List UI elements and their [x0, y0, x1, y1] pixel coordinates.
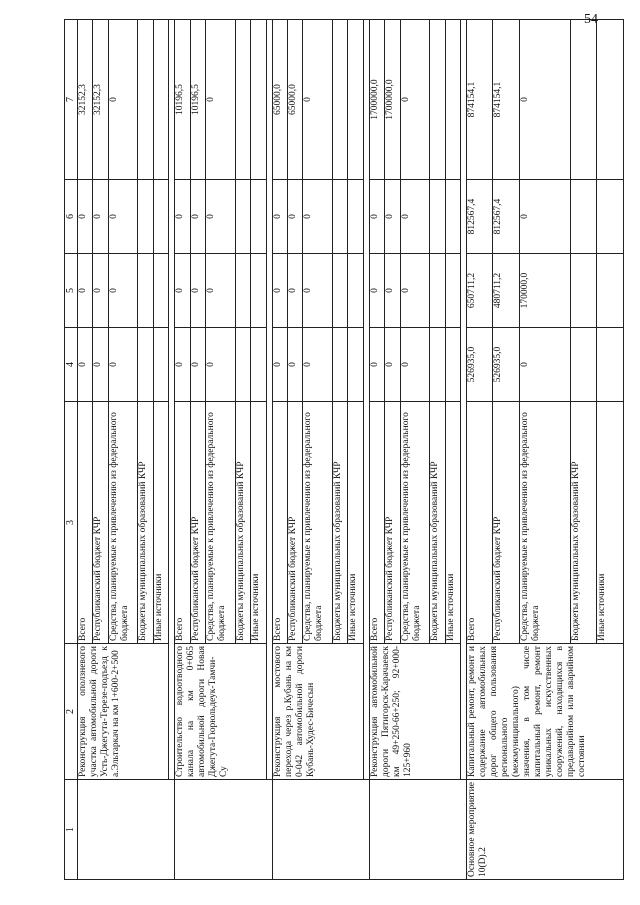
value-cell: 0: [303, 20, 333, 180]
value-cell: 0: [400, 20, 430, 180]
value-cell: [153, 328, 168, 402]
value-cell: [570, 180, 596, 254]
value-cell: 0: [303, 254, 333, 328]
value-cell: 874154,1: [493, 20, 519, 180]
value-cell: [445, 254, 460, 328]
funding-source: Бюджеты муниципальных образований КЧР: [332, 402, 347, 644]
funding-source: Республиканский бюджет КЧР: [93, 402, 108, 644]
funding-source: Республиканский бюджет КЧР: [493, 402, 519, 644]
funding-source: Республиканский бюджет КЧР: [190, 402, 205, 644]
value-cell: [251, 328, 266, 402]
budget-table: [64, 19, 624, 880]
value-cell: [235, 180, 250, 254]
value-cell: 0: [206, 254, 236, 328]
value-cell: [430, 254, 445, 328]
funding-source: Иные источники: [153, 402, 168, 644]
value-cell: 0: [93, 254, 108, 328]
funding-source: Республиканский бюджет КЧР: [385, 402, 400, 644]
column-header: 4: [65, 328, 78, 402]
value-cell: 0: [78, 328, 93, 402]
value-cell: 10196,5: [190, 20, 205, 180]
funding-source: Иные источники: [597, 402, 624, 644]
funding-source: Бюджеты муниципальных образований КЧР: [235, 402, 250, 644]
table-row: [175, 20, 190, 880]
value-cell: 32152,3: [78, 20, 93, 180]
column-header: 2: [65, 644, 78, 780]
value-cell: 0: [108, 20, 138, 180]
value-cell: 0: [400, 328, 430, 402]
value-cell: 0: [272, 180, 287, 254]
activity-cell: Основное мероприятие 10(D).2: [467, 780, 624, 880]
value-cell: 0: [303, 328, 333, 402]
value-cell: 1700000,0: [385, 20, 400, 180]
budget-table-rotated: [64, 20, 624, 880]
value-cell: [348, 254, 363, 328]
funding-source: Средства, планируемые к привлечению из федерального бюджета: [108, 402, 138, 644]
value-cell: 0: [206, 20, 236, 180]
value-cell: 65000,0: [272, 20, 287, 180]
value-cell: 0: [93, 180, 108, 254]
value-cell: 0: [519, 328, 570, 402]
value-cell: 0: [206, 180, 236, 254]
value-cell: [153, 254, 168, 328]
column-header: 1: [65, 780, 78, 880]
value-cell: [597, 180, 624, 254]
value-cell: 0: [78, 180, 93, 254]
activity-cell: [272, 780, 369, 880]
funding-source: Всего: [369, 402, 384, 644]
funding-source: Республиканский бюджет КЧР: [287, 402, 302, 644]
value-cell: 812567,4: [467, 180, 493, 254]
funding-source: Иные источники: [251, 402, 266, 644]
funding-source: Средства, планируемые к привлечению из федерального бюджета: [519, 402, 570, 644]
column-header: 6: [65, 180, 78, 254]
funding-source: Средства, планируемые к привлечению из федерального бюджета: [206, 402, 236, 644]
value-cell: 0: [206, 328, 236, 402]
value-cell: [138, 328, 153, 402]
value-cell: [332, 20, 347, 180]
value-cell: 0: [385, 328, 400, 402]
funding-source: Всего: [467, 402, 493, 644]
value-cell: 0: [519, 20, 570, 180]
value-cell: [332, 180, 347, 254]
funding-source: Иные источники: [348, 402, 363, 644]
table-row: [78, 20, 93, 880]
funding-source: Бюджеты муниципальных образований КЧР: [430, 402, 445, 644]
value-cell: 0: [175, 180, 190, 254]
value-cell: [445, 328, 460, 402]
value-cell: 0: [287, 180, 302, 254]
value-cell: 812567,4: [493, 180, 519, 254]
funding-source: Бюджеты муниципальных образований КЧР: [138, 402, 153, 644]
value-cell: 480711,2: [493, 254, 519, 328]
value-cell: [445, 180, 460, 254]
value-cell: [153, 180, 168, 254]
value-cell: [570, 328, 596, 402]
value-cell: [235, 328, 250, 402]
value-cell: 1700000,0: [369, 20, 384, 180]
table-row: [467, 20, 493, 880]
value-cell: 0: [369, 328, 384, 402]
value-cell: [138, 254, 153, 328]
value-cell: 0: [175, 328, 190, 402]
value-cell: 0: [400, 180, 430, 254]
value-cell: [251, 20, 266, 180]
column-header: 7: [65, 20, 78, 180]
page-number: 54: [584, 12, 598, 27]
value-cell: 0: [93, 328, 108, 402]
value-cell: [348, 20, 363, 180]
value-cell: [138, 180, 153, 254]
funding-source: Всего: [78, 402, 93, 644]
value-cell: [251, 254, 266, 328]
value-cell: [138, 20, 153, 180]
value-cell: [430, 180, 445, 254]
value-cell: 526935,0: [467, 328, 493, 402]
activity-cell: [175, 780, 272, 880]
project-name: Капитальный ремонт, ремонт и содержание автомобильных дорог общего пользования регионального (межмуниципального) значения, в том числе капитальный ремонт, ремонт уникальных искусственных сооружений, находящихся в предаварийном или аварийном состоянии: [467, 644, 624, 780]
funding-source: Всего: [272, 402, 287, 644]
value-cell: 0: [369, 254, 384, 328]
value-cell: [332, 254, 347, 328]
value-cell: 0: [190, 254, 205, 328]
value-cell: [251, 180, 266, 254]
value-cell: 32152,3: [93, 20, 108, 180]
value-cell: 0: [108, 328, 138, 402]
value-cell: 0: [272, 328, 287, 402]
funding-source: Средства, планируемые к привлечению из федерального бюджета: [400, 402, 430, 644]
value-cell: [332, 328, 347, 402]
table-row: [272, 20, 287, 880]
value-cell: 0: [190, 328, 205, 402]
value-cell: [348, 328, 363, 402]
value-cell: [445, 20, 460, 180]
funding-source: Всего: [175, 402, 190, 644]
value-cell: [570, 254, 596, 328]
header-row: [65, 20, 78, 880]
column-header: 3: [65, 402, 78, 644]
value-cell: [235, 254, 250, 328]
table-row: [369, 20, 384, 880]
project-name: Реконструкция автомобильной дороги Пятигорск-Карачаевск км 49+250-66+250; 92+000-125+960: [369, 644, 460, 780]
value-cell: 0: [287, 328, 302, 402]
value-cell: [430, 20, 445, 180]
value-cell: [348, 180, 363, 254]
value-cell: 0: [519, 180, 570, 254]
value-cell: 0: [369, 180, 384, 254]
value-cell: [153, 20, 168, 180]
value-cell: [597, 254, 624, 328]
value-cell: 65000,0: [287, 20, 302, 180]
value-cell: 0: [78, 254, 93, 328]
activity-cell: [78, 780, 175, 880]
value-cell: 0: [108, 254, 138, 328]
value-cell: [235, 20, 250, 180]
value-cell: 526935,0: [493, 328, 519, 402]
value-cell: [570, 20, 596, 180]
value-cell: 0: [400, 254, 430, 328]
value-cell: 0: [303, 180, 333, 254]
funding-source: Средства, планируемые к привлечению из федерального бюджета: [303, 402, 333, 644]
value-cell: [430, 328, 445, 402]
value-cell: 0: [190, 180, 205, 254]
funding-source: Иные источники: [445, 402, 460, 644]
value-cell: [597, 328, 624, 402]
funding-source: Бюджеты муниципальных образований КЧР: [570, 402, 596, 644]
value-cell: 0: [108, 180, 138, 254]
value-cell: 0: [287, 254, 302, 328]
project-name: Строительство водоотводного канала на км 0+065 автомобильной дороги Новая Джегута-Гюрюльдеук-Тамчи-Су: [175, 644, 266, 780]
value-cell: 0: [175, 254, 190, 328]
value-cell: 0: [385, 254, 400, 328]
value-cell: 650711,2: [467, 254, 493, 328]
value-cell: 10196,5: [175, 20, 190, 180]
value-cell: 874154,1: [467, 20, 493, 180]
value-cell: 170000,0: [519, 254, 570, 328]
activity-cell: [369, 780, 466, 880]
value-cell: 0: [272, 254, 287, 328]
value-cell: 0: [385, 180, 400, 254]
value-cell: [597, 20, 624, 180]
column-header: 5: [65, 254, 78, 328]
project-name: Реконструкция мостового перехода через р.Кубань на км 0-042 автомобильной дороги Кубань-Худес-Бичесын: [272, 644, 363, 780]
project-name: Реконструкция оползневого участка автомобильной дороги Усть-Джегута-Терезе-подъезд к а.Эльтаркач на км 1+600-2+500: [78, 644, 169, 780]
